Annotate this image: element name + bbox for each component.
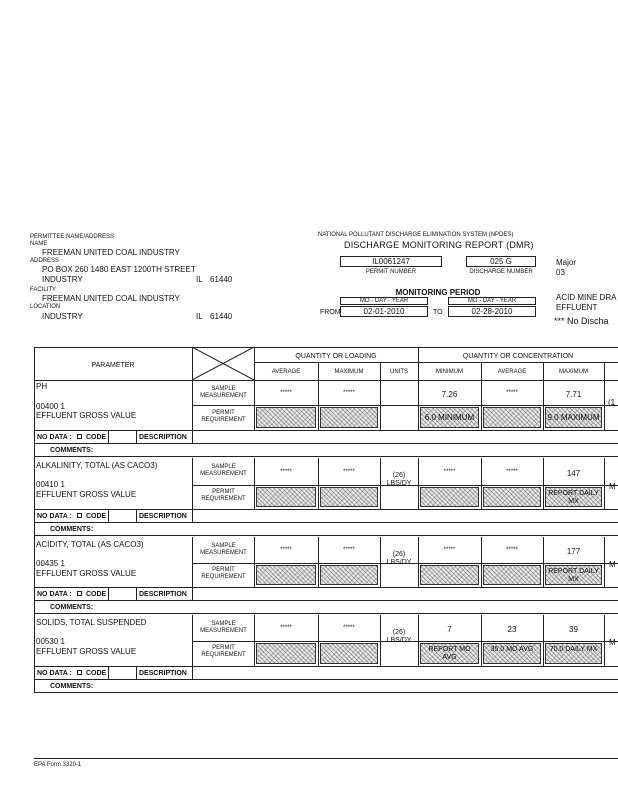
comments-label: COMMENTS: bbox=[50, 683, 94, 690]
permit-average2-shaded bbox=[483, 643, 541, 664]
quantity-conc-header: QUANTITY OR CONCENTRATION bbox=[462, 353, 574, 360]
permit-maximum-shaded bbox=[320, 565, 378, 585]
permit-minimum-shaded bbox=[420, 643, 479, 664]
sample-maximum2: 39 bbox=[569, 625, 578, 634]
no-data-label: NO DATA : bbox=[37, 591, 72, 598]
units: (26) LBS/DY bbox=[386, 551, 412, 566]
code-label: CODE bbox=[86, 670, 107, 677]
permit-average-shaded bbox=[256, 487, 316, 507]
row-right-edge: (1 bbox=[608, 398, 616, 407]
from-label: FROM bbox=[320, 309, 341, 316]
col-units: UNITS bbox=[390, 369, 408, 375]
permit-maximum2: REPORT DAILY MX bbox=[548, 490, 599, 505]
address-state: IL bbox=[196, 275, 203, 284]
discharge-number: 025 G bbox=[490, 257, 512, 266]
no-data-label: NO DATA : bbox=[37, 434, 72, 441]
sample-label: SAMPLE MEASUREMENT bbox=[200, 464, 247, 477]
row-right-edge: M bbox=[609, 482, 616, 491]
permit-minimum-shaded bbox=[420, 487, 479, 507]
sample-average: ***** bbox=[280, 390, 292, 396]
no-data-checkbox[interactable] bbox=[77, 670, 82, 675]
parameter-desc: EFFLUENT GROSS VALUE bbox=[36, 569, 137, 578]
permit-maximum2: 9.0 MAXIMUM bbox=[547, 413, 600, 422]
col-maximum2: MAXIMUM bbox=[559, 369, 588, 375]
parameter-desc: EFFLUENT GROSS VALUE bbox=[36, 411, 137, 420]
sample-maximum2: 147 bbox=[566, 469, 581, 478]
sample-minimum: 7 bbox=[447, 625, 452, 634]
permit-maximum2-shaded bbox=[545, 643, 602, 664]
major-label: Major bbox=[556, 258, 577, 267]
permit-maximum2: 70.0 DAILY MX bbox=[549, 646, 598, 653]
permit-minimum-shaded bbox=[420, 407, 479, 428]
no-discharge-label: *** No Discha bbox=[554, 316, 609, 326]
to-mdy-label: MO - DAY - YEAR bbox=[467, 298, 517, 304]
sample-average: ***** bbox=[280, 625, 292, 631]
permit-number: IL0061247 bbox=[372, 257, 410, 266]
permittee-label: PERMITTEE NAME/ADDRESS bbox=[30, 234, 115, 240]
from-date-box bbox=[340, 306, 428, 317]
to-mdy-box bbox=[448, 297, 536, 305]
permit-average2: 35.0 MO AVG bbox=[490, 646, 534, 653]
sample-maximum: ***** bbox=[343, 547, 355, 553]
form-label: EPA Form 3320-1 bbox=[34, 762, 82, 768]
sample-average2: ***** bbox=[506, 390, 518, 396]
system-title: NATIONAL POLLUTANT DISCHARGE ELIMINATION SYSTEM (NPDES) bbox=[318, 232, 514, 238]
parameter-code: 00530 1 bbox=[36, 637, 65, 646]
sample-average2: ***** bbox=[506, 469, 518, 475]
to-date-box bbox=[448, 306, 536, 317]
permit-label: PERMIT REQUIREMENT bbox=[201, 645, 246, 658]
to-date: 02-28-2010 bbox=[471, 307, 513, 316]
acid-mine-label: ACID MINE DRA bbox=[556, 293, 617, 302]
sample-minimum: ***** bbox=[443, 469, 456, 475]
parameter-code: 00400 1 bbox=[36, 402, 65, 411]
col-average: AVERAGE bbox=[271, 369, 301, 375]
permit-maximum2: REPORT DAILY MX bbox=[548, 568, 599, 583]
permit-maximum2-shaded bbox=[545, 487, 602, 507]
code-label: CODE bbox=[86, 434, 107, 441]
sample-maximum: ***** bbox=[343, 469, 355, 475]
parameter-desc: EFFLUENT GROSS VALUE bbox=[36, 647, 137, 656]
to-label: TO bbox=[433, 309, 443, 316]
address-line1: PO BOX 260 1480 EAST 1200TH STREET bbox=[42, 265, 196, 274]
permit-maximum-shaded bbox=[320, 407, 378, 428]
sample-label: SAMPLE MEASUREMENT bbox=[200, 543, 247, 556]
description-label: DESCRIPTION bbox=[139, 434, 187, 441]
sample-maximum: ***** bbox=[343, 625, 355, 631]
permit-average2-shaded bbox=[483, 565, 541, 585]
description-label: DESCRIPTION bbox=[139, 591, 187, 598]
effluent-label: EFFLUENT bbox=[556, 303, 598, 312]
units: (26) LBS/DY bbox=[386, 629, 412, 644]
permit-minimum: 6.0 MINIMUM bbox=[424, 413, 475, 422]
permit-number-label: PERMIT NUMBER bbox=[365, 269, 417, 275]
sample-label: SAMPLE MEASUREMENT bbox=[200, 621, 247, 634]
quantity-loading-header: QUANTITY OR LOADING bbox=[295, 353, 377, 360]
row-right-edge: M bbox=[609, 560, 616, 569]
parameter-code: 00410 1 bbox=[36, 480, 65, 489]
no-data-label: NO DATA : bbox=[37, 513, 72, 520]
address-zip: 61440 bbox=[210, 275, 233, 284]
description-label: DESCRIPTION bbox=[139, 513, 187, 520]
footer-rule bbox=[34, 758, 618, 759]
code-label: CODE bbox=[86, 513, 107, 520]
location-label: LOCATION bbox=[30, 304, 61, 310]
permit-minimum: REPORT MO AVG bbox=[428, 646, 471, 661]
sample-maximum: ***** bbox=[343, 390, 355, 396]
comments-label: COMMENTS: bbox=[50, 526, 94, 533]
discharge-number-label: DISCHARGE NUMBER bbox=[469, 269, 533, 275]
parameter-code: 00435 1 bbox=[36, 559, 65, 568]
comments-label: COMMENTS: bbox=[50, 447, 94, 454]
code-label: CODE bbox=[86, 591, 107, 598]
no-data-checkbox[interactable] bbox=[77, 513, 82, 518]
parameter-name: SOLIDS, TOTAL SUSPENDED bbox=[36, 618, 147, 627]
units: (26) LBS/DY bbox=[386, 472, 412, 487]
col-minimum: MINIMUM bbox=[436, 369, 463, 375]
address-city: INDUSTRY bbox=[42, 275, 83, 284]
sample-maximum2: 7.71 bbox=[565, 390, 582, 399]
location-city: INDUSTRY bbox=[42, 312, 83, 321]
from-mdy-label: MO - DAY - YEAR bbox=[359, 298, 409, 304]
facility-name: FREEMAN UNITED COAL INDUSTRY bbox=[42, 294, 180, 303]
permit-average-shaded bbox=[256, 565, 316, 585]
major-code: 03 bbox=[556, 268, 565, 277]
permit-average2-shaded bbox=[483, 407, 541, 428]
col-maximum: MAXIMUM bbox=[334, 369, 364, 375]
sample-maximum2: 177 bbox=[566, 547, 581, 556]
parameter-header: PARAMETER bbox=[91, 362, 135, 369]
address-label: ADDRESS bbox=[30, 258, 60, 264]
from-date: 02-01-2010 bbox=[363, 307, 405, 316]
permit-average-shaded bbox=[256, 407, 316, 428]
monitoring-period-label: MONITORING PERIOD bbox=[395, 288, 481, 297]
header-cross-mark bbox=[192, 347, 254, 380]
permit-label: PERMIT REQUIREMENT bbox=[201, 410, 246, 423]
permit-average-shaded bbox=[256, 643, 316, 664]
permit-maximum-shaded bbox=[320, 487, 378, 507]
name-label: NAME bbox=[30, 241, 48, 247]
row-right-edge: M bbox=[609, 638, 616, 647]
permittee-name: FREEMAN UNITED COAL INDUSTRY bbox=[42, 248, 180, 257]
permit-minimum-shaded bbox=[420, 565, 479, 585]
no-data-label: NO DATA : bbox=[37, 670, 72, 677]
sample-minimum: 7.26 bbox=[441, 390, 458, 399]
permit-maximum2-shaded bbox=[545, 565, 602, 585]
sample-average2: 23 bbox=[507, 625, 517, 634]
permit-maximum-shaded bbox=[320, 643, 378, 664]
sample-average2: ***** bbox=[506, 547, 518, 553]
col-average2: AVERAGE bbox=[497, 369, 527, 375]
discharge-number-box bbox=[466, 256, 536, 267]
permit-label: PERMIT REQUIREMENT bbox=[201, 567, 246, 580]
location-state: IL bbox=[196, 312, 203, 321]
sample-average: ***** bbox=[280, 469, 292, 475]
sample-average: ***** bbox=[280, 547, 292, 553]
permit-average2-shaded bbox=[483, 487, 541, 507]
report-title: DISCHARGE MONITORING REPORT (DMR) bbox=[344, 240, 534, 250]
sample-label: SAMPLE MEASUREMENT bbox=[200, 386, 247, 399]
parameter-desc: EFFLUENT GROSS VALUE bbox=[36, 490, 137, 499]
comments-label: COMMENTS: bbox=[50, 604, 94, 611]
parameter-name: PH bbox=[36, 382, 48, 391]
location-zip: 61440 bbox=[210, 312, 233, 321]
facility-label: FACILITY bbox=[30, 287, 57, 293]
permit-label: PERMIT REQUIREMENT bbox=[201, 489, 246, 502]
from-mdy-box bbox=[340, 297, 428, 305]
sample-minimum: ***** bbox=[443, 547, 456, 553]
permit-maximum2-shaded bbox=[545, 407, 602, 428]
parameter-name: ACIDITY, TOTAL (AS CACO3) bbox=[36, 540, 144, 549]
no-data-checkbox[interactable] bbox=[77, 591, 82, 596]
description-label: DESCRIPTION bbox=[139, 670, 187, 677]
parameter-name: ALKALINITY, TOTAL (AS CACO3) bbox=[36, 461, 158, 470]
permit-number-box bbox=[340, 256, 442, 267]
no-data-checkbox[interactable] bbox=[77, 434, 82, 439]
